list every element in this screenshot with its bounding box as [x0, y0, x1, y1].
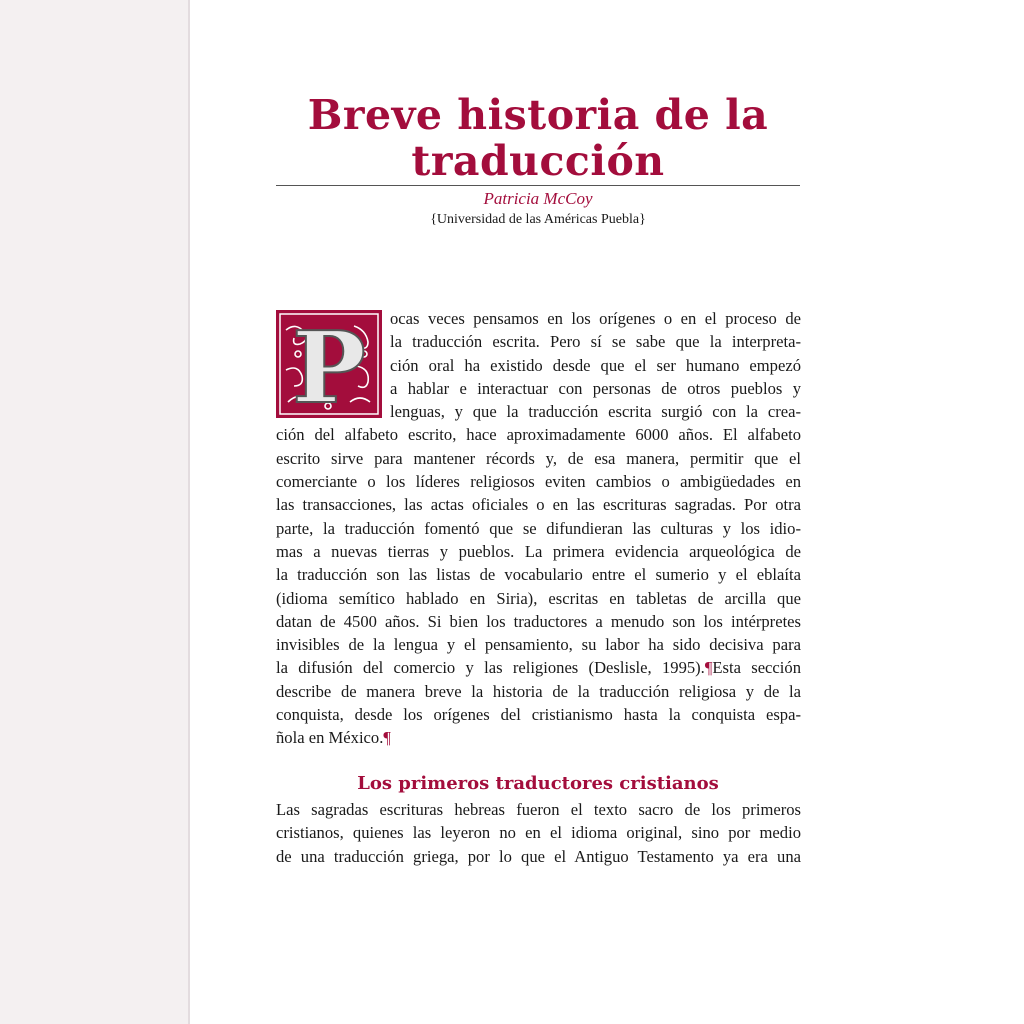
body-line: cristianos, quienes las leyeron no en el idioma original, sino por medio — [276, 823, 801, 843]
body-line: mas a nuevas tierras y pueblos. La primera evidencia arqueológica de — [276, 541, 801, 561]
body-line: ción del alfabeto escrito, hace aproximadamente 6000 años. El alfabeto — [276, 425, 801, 445]
body-line: parte, la traducción fomentó que se difundieran las culturas y los idio- — [276, 518, 801, 538]
body-line: la traducción son las listas de vocabulario entre el sumerio y el eblaíta — [276, 565, 801, 585]
body-line: de una traducción griega, por lo que el Antiguo Testamento ya era una — [276, 846, 801, 866]
body-line: a hablar e interactuar con personas de otros pueblos y — [390, 378, 801, 398]
body-line-text: la difusión del comercio y las religiones (Deslisle, 1995). — [276, 658, 705, 678]
body-line: invisibles de la lengua y el pensamiento, su labor ha sido decisiva para — [276, 635, 801, 655]
dropcap-letter: P — [292, 311, 366, 418]
body-line: Las sagradas escrituras hebreas fueron el texto sacro de los primeros — [276, 800, 801, 819]
body-line: (idioma semítico hablado en Siria), escritas en tabletas de arcilla que — [276, 588, 801, 608]
body-line: ñola en México.¶ — [276, 728, 391, 748]
body-line: conquista, desde los orígenes del cristianismo hasta la conquista espa- — [276, 705, 801, 725]
pilcrow-mark: ¶ — [383, 728, 391, 748]
body-line: lenguas, y que la traducción escrita surgió con la crea- — [390, 402, 801, 422]
body-line: describe de manera breve la historia de la traducción religiosa y de la — [276, 681, 801, 701]
body-line — [276, 656, 801, 679]
title-rule — [276, 185, 800, 186]
pilcrow-mark: ¶ — [704, 658, 713, 678]
body-line: ocas veces pensamos en los orígenes o en el proceso de — [390, 309, 801, 328]
body-line: la traducción escrita. Pero sí se sabe que la interpreta- — [390, 332, 801, 352]
article-title: Breve historia de la traducción — [307, 91, 769, 185]
author-name: Patricia McCoy — [483, 189, 593, 208]
author-affiliation: {Universidad de las Américas Puebla} — [430, 212, 646, 227]
body-line: comerciante o los líderes religiosos eviten cambios o ambigüedades en — [276, 472, 801, 492]
dropcap-ornament — [276, 310, 382, 418]
body-line: escrito sirve para mantener récords y, de esa manera, permitir que el — [276, 448, 801, 468]
body-line: ción oral ha existido desde que el ser humano empezó — [390, 355, 801, 375]
body-line: las transacciones, las actas oficiales o en las escrituras sagradas. Por otra — [276, 495, 801, 515]
section-heading: Los primeros traductores cristianos — [357, 773, 719, 794]
intro-paragraph — [276, 307, 801, 750]
body-line: datan de 4500 años. Si bien los traductores a menudo son los intérpretes — [276, 611, 801, 631]
body-line-text: Esta sección — [712, 658, 801, 678]
section-paragraph — [276, 798, 801, 868]
